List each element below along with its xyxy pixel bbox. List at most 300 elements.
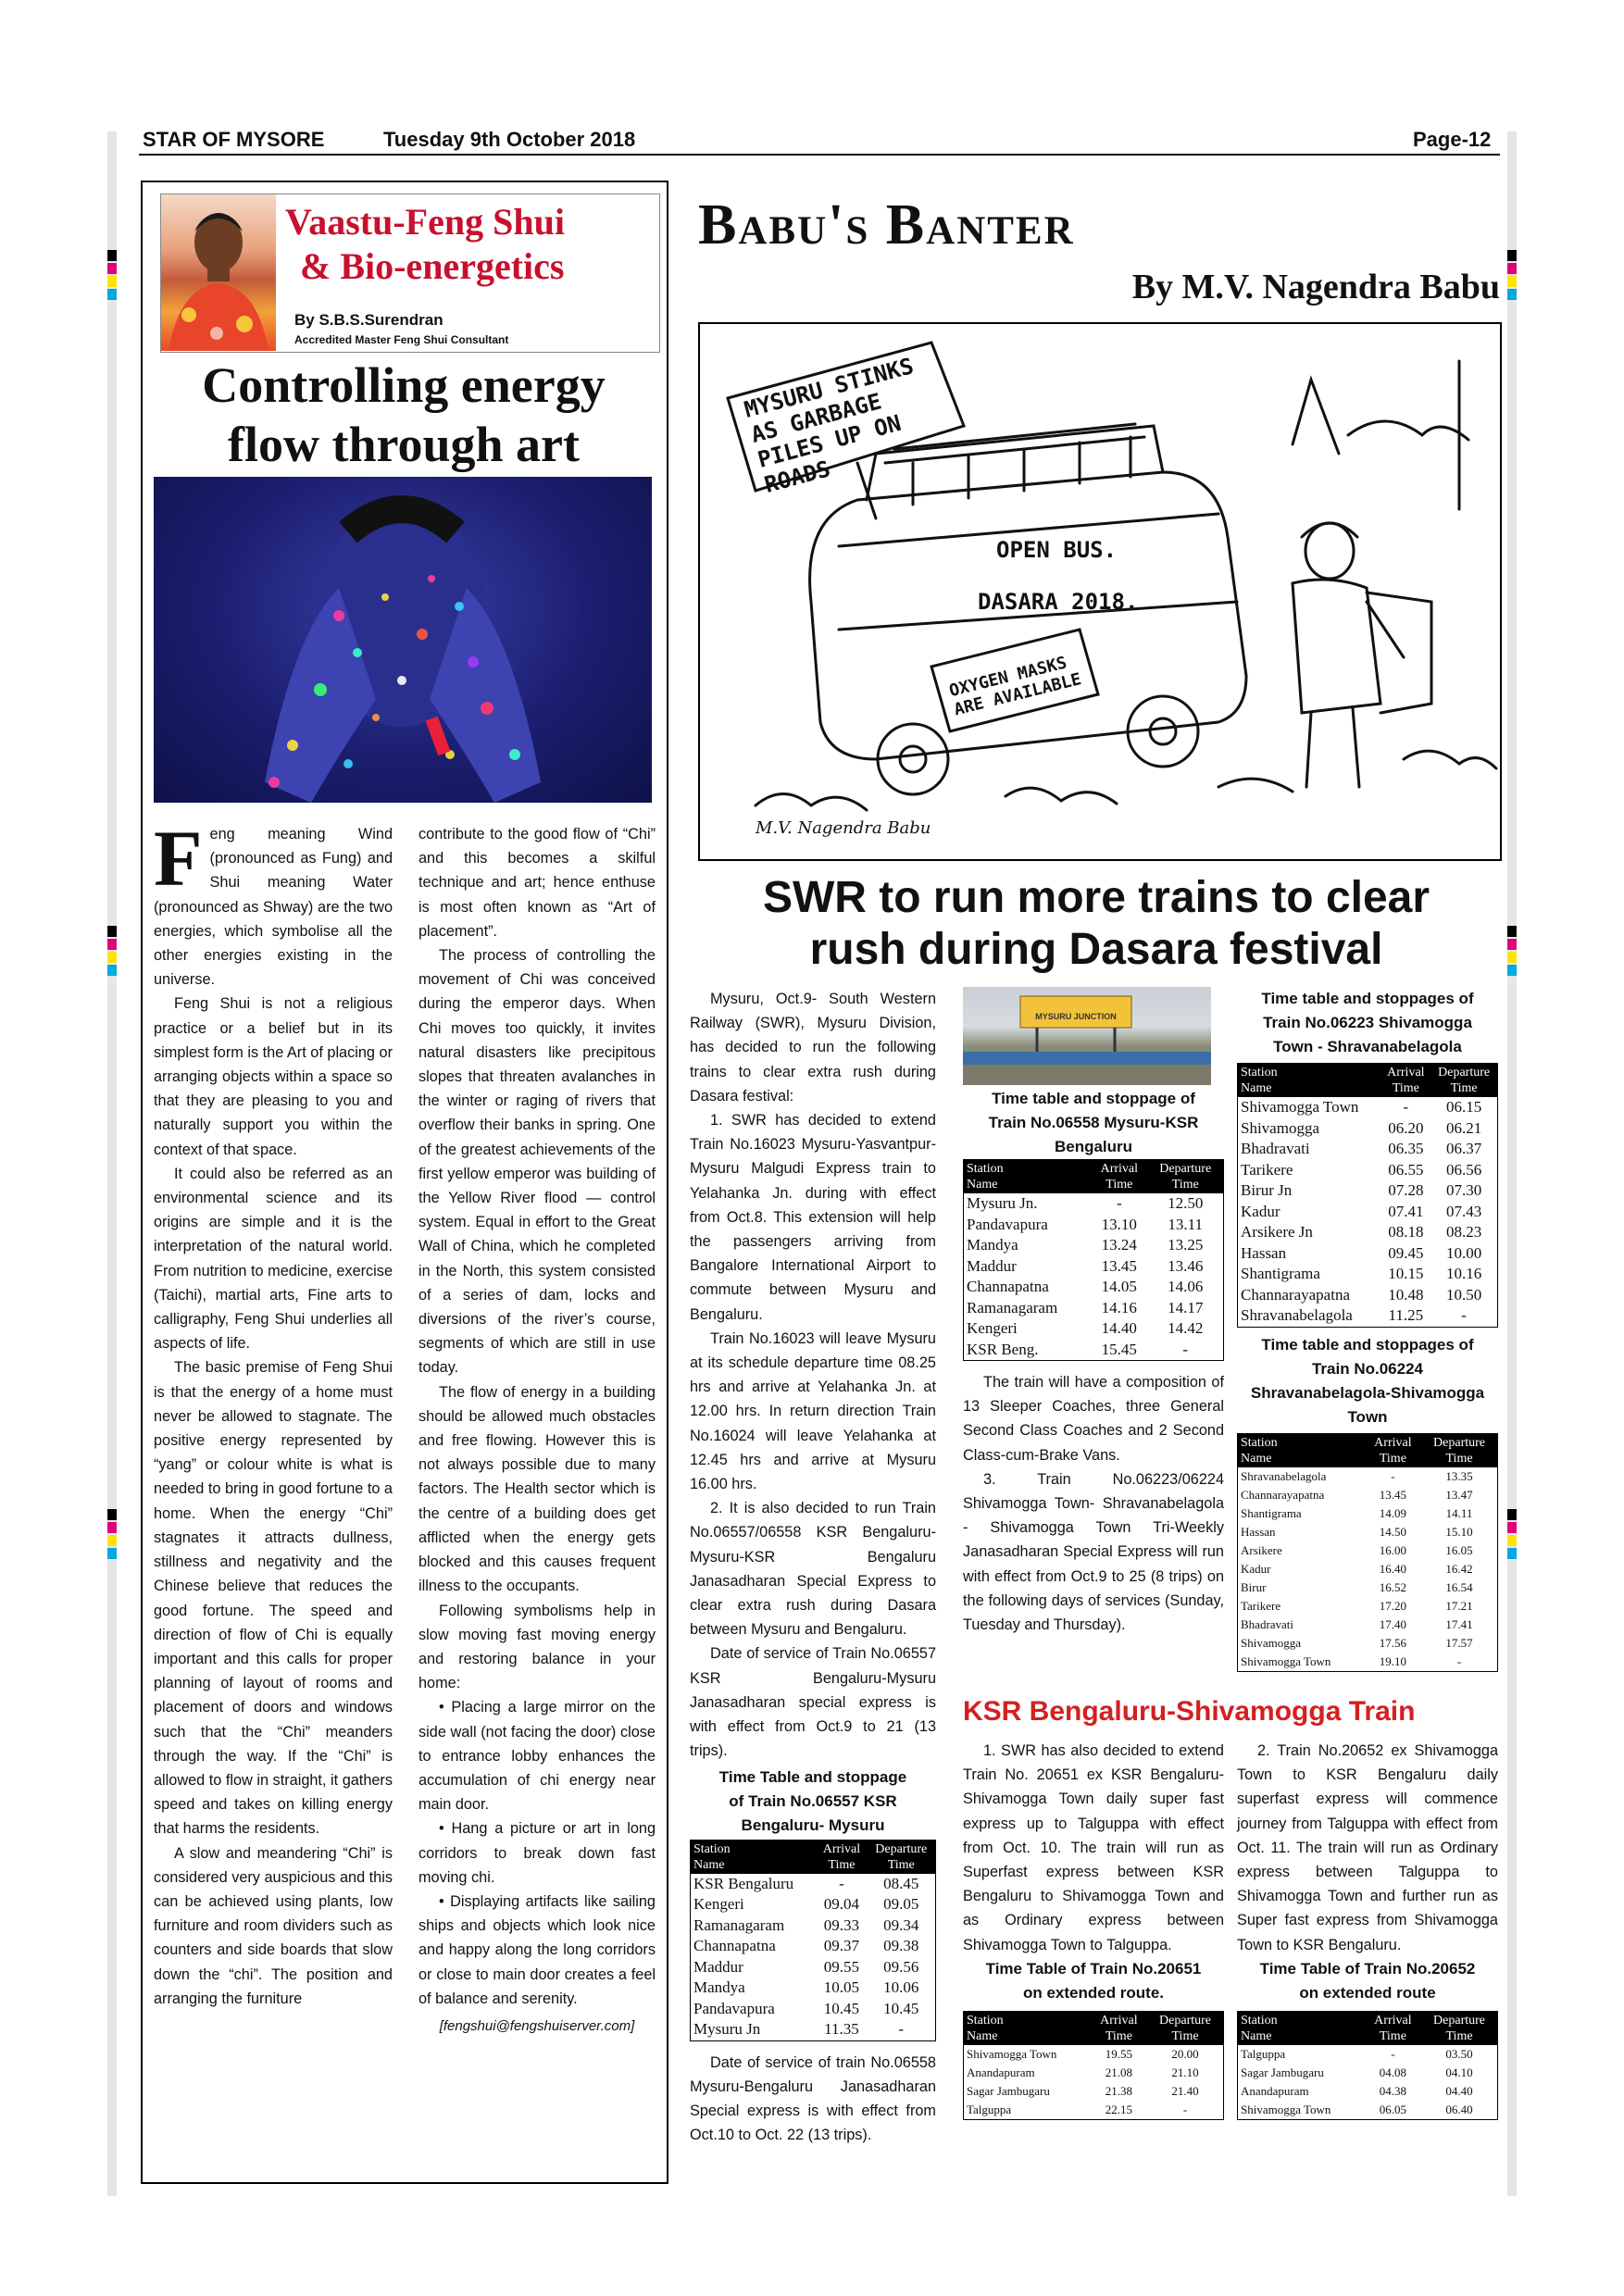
- table-row: [1238, 2064, 1497, 2082]
- arrival-cell: 11.35: [824, 2020, 859, 2038]
- columnist-credential: Accredited Master Feng Shui Consultant: [294, 333, 509, 346]
- arrival-cell: 15.45: [1101, 1340, 1137, 1358]
- station-cell: Channarayapatna: [1241, 1285, 1350, 1304]
- station-cell: Pandavapura: [967, 1215, 1048, 1233]
- columnist-banner: [160, 193, 660, 353]
- feng-col1-p1: eng meaning Wind (pronounced as Fung) and Shui meaning Water (pronounced as Shway) are the two energies, which symbolise all the other energies existing in the universe.: [154, 826, 393, 989]
- table-row: [1238, 2045, 1497, 2064]
- arrival-cell: 10.15: [1388, 1265, 1424, 1282]
- table-row: [691, 1936, 935, 1957]
- table-row: [964, 2064, 1223, 2082]
- registration-swatch: [107, 939, 117, 950]
- arrival-cell: 10.48: [1388, 1285, 1424, 1304]
- feng-col2-p4: Following symbolisms help in slow moving fast moving energy and restoring balance in your home:: [418, 1602, 656, 1692]
- station-cell: Arsikere Jn: [1241, 1223, 1313, 1241]
- feng-col2-p3: The flow of energy in a building should be allowed much obstacles and free flowing. However this is not always possible due to many factors. The Health sector which is the centre of a building does get afflicted when the energy gets blocked and this causes frequent illness to the occupants.: [418, 1383, 656, 1595]
- table-row: [1238, 1118, 1497, 1140]
- table-row: [1238, 1097, 1497, 1118]
- registration-swatch: [107, 1522, 117, 1533]
- station-cell: Channapatna: [967, 1278, 1049, 1295]
- departure-cell: 07.30: [1445, 1181, 1482, 1199]
- departure-cell: 14.11: [1445, 1505, 1473, 1520]
- table-row: [1238, 1560, 1497, 1578]
- arrival-cell: 06.35: [1388, 1140, 1424, 1157]
- arrival-cell: 09.37: [823, 1937, 860, 1954]
- table-header-cell: Departure Time: [1147, 1160, 1223, 1193]
- feng-col2-p5: • Placing a large mirror on the side wall (not facing the door) close to entrance lobby enhances the accumulation of chi energy near main door.: [418, 1699, 656, 1814]
- table-header-cell: Station Name: [1238, 1064, 1380, 1097]
- departure-cell: 09.05: [883, 1895, 919, 1913]
- swr-col2-p1: The train will have a composition of 13 Sleeper Coaches, three General Second Class Coaches and 2 Second Class-cum-Brake Vans.: [963, 1374, 1224, 1464]
- t20652-caption: Time Table of Train No.20652 on extended route: [1259, 1959, 1476, 2002]
- departure-cell: 03.50: [1445, 2046, 1473, 2061]
- table-row: [1238, 1264, 1497, 1285]
- arrival-cell: 13.45: [1379, 1487, 1407, 1502]
- station-cell: Shivamogga Town: [1241, 2102, 1331, 2116]
- departure-cell: 09.34: [883, 1915, 919, 1934]
- arrival-cell: 17.56: [1379, 1635, 1407, 1650]
- cartoon-placard-text: OXYGEN MASKS ARE AVAILABLE: [947, 653, 1084, 720]
- arrival-cell: 22.15: [1105, 2102, 1133, 2116]
- registration-swatch: [1507, 289, 1517, 300]
- station-cell: Sagar Jambugaru: [967, 2083, 1050, 2098]
- table-row: [1238, 2101, 1497, 2119]
- departure-cell: 06.15: [1445, 1098, 1482, 1116]
- cartoon: [698, 322, 1502, 861]
- table-row: [691, 1915, 935, 1937]
- departure-cell: 21.40: [1171, 2083, 1199, 2098]
- registration-swatch: [1507, 1535, 1517, 1546]
- arrival-cell: 19.55: [1105, 2046, 1133, 2061]
- registration-swatch: [1507, 926, 1517, 937]
- departure-cell: -: [1182, 2102, 1188, 2116]
- table-header-cell: Arrival Time: [1365, 1434, 1421, 1467]
- arrival-cell: 14.09: [1379, 1505, 1407, 1520]
- arrival-cell: 06.20: [1388, 1118, 1424, 1137]
- swr-col1: [690, 987, 936, 2147]
- arrival-cell: -: [1391, 1468, 1395, 1483]
- departure-cell: 10.45: [883, 1999, 919, 2017]
- table-header-cell: Arrival Time: [1365, 2012, 1421, 2045]
- station-cell: Shivamogga: [1241, 1118, 1319, 1137]
- feng-col2-p6: • Hang a picture or art in long corridors to break down fast moving chi.: [418, 1820, 656, 1886]
- arrival-cell: 08.18: [1388, 1223, 1424, 1241]
- departure-cell: 10.16: [1445, 1265, 1482, 1282]
- feng-col2-p1: contribute to the good flow of “Chi” and this becomes a skilful technique and art; hence enthuse is most often known as “Art of placement”.: [418, 826, 656, 940]
- station-cell: Ramanagaram: [693, 1915, 785, 1934]
- table-row: [1238, 2082, 1497, 2101]
- station-cell: Mandya: [693, 1978, 745, 1996]
- feng-col2: [418, 822, 656, 2039]
- registration-swatch: [1507, 952, 1517, 963]
- table-row: [691, 1894, 935, 1915]
- table-row: [1238, 1160, 1497, 1181]
- departure-cell: 17.57: [1445, 1635, 1473, 1650]
- table-header-cell: Arrival Time: [1380, 1064, 1430, 1097]
- departure-cell: 16.54: [1445, 1579, 1473, 1594]
- t06223-table: [1237, 1063, 1498, 1328]
- arrival-cell: 19.10: [1379, 1653, 1407, 1668]
- departure-cell: -: [1182, 1340, 1189, 1358]
- departure-cell: 06.21: [1445, 1118, 1482, 1137]
- station-cell: Arsikere: [1241, 1542, 1282, 1557]
- ksr-left: [963, 1739, 1224, 2120]
- departure-cell: 15.10: [1445, 1524, 1473, 1539]
- registration-swatch: [107, 952, 117, 963]
- table-row: [691, 1874, 935, 1895]
- arrival-cell: -: [1116, 1194, 1122, 1212]
- table-row: [1238, 1222, 1497, 1243]
- feng-email: [fengshui@fengshuiserver.com]: [439, 2017, 635, 2034]
- departure-cell: 14.06: [1168, 1278, 1204, 1295]
- station-cell: Shravanabelagola: [1241, 1468, 1327, 1483]
- station-cell: Shantigrama: [1241, 1265, 1320, 1282]
- feng-col1-p5: A slow and meandering “Chi” is considered very auspicious and this can be achieved using plants, low furniture and room dividers such as counters and side boards that slow down the “chi”. The position and arranging the furniture: [154, 1844, 393, 2007]
- page-number: Page-12: [1413, 128, 1492, 151]
- arrival-cell: 16.40: [1379, 1561, 1407, 1576]
- feng-col1: [154, 814, 393, 2011]
- t20652-table: [1237, 2011, 1498, 2120]
- table-row: [1238, 1578, 1497, 1597]
- junction-sign-text: MYSURU JUNCTION: [1035, 1012, 1117, 1021]
- registration-swatch: [107, 250, 117, 261]
- departure-cell: 13.47: [1445, 1487, 1473, 1502]
- registration-swatch: [107, 965, 117, 976]
- station-cell: Shivamogga Town: [1241, 1653, 1331, 1668]
- departure-cell: -: [898, 2020, 905, 2038]
- arrival-cell: 11.25: [1388, 1306, 1424, 1324]
- table-row: [964, 1256, 1223, 1278]
- station-cell: KSR Bengaluru: [693, 1874, 794, 1892]
- paper-name: STAR OF MYSORE: [143, 128, 325, 151]
- table-row: [1238, 1653, 1497, 1671]
- departure-cell: 04.40: [1445, 2083, 1473, 2098]
- departure-cell: 13.46: [1168, 1256, 1204, 1275]
- table-row: [1238, 1285, 1497, 1306]
- table-header-cell: Departure Time: [1421, 2012, 1497, 2045]
- station-cell: Tarikere: [1241, 1160, 1293, 1179]
- departure-cell: 20.00: [1171, 2046, 1199, 2061]
- arrival-cell: 09.45: [1388, 1243, 1424, 1262]
- t06558-caption: Time table and stoppage of Train No.06558 Mysuru-KSR Bengaluru: [988, 1090, 1199, 1155]
- station-cell: Maddur: [693, 1957, 743, 1976]
- station-cell: Shravanabelagola: [1241, 1306, 1353, 1324]
- arrival-cell: 13.45: [1101, 1256, 1137, 1275]
- junction-photo: [963, 987, 1211, 1085]
- swr-col1-p4: 2. It is also decided to run Train No.06557/06558 KSR Bengaluru-Mysuru-KSR Bengaluru Janasadharan Special Express to clear extra rush during Dasara between Mysuru and Bengaluru.: [690, 1500, 936, 1639]
- feng-col2-p7: • Displaying artifacts like sailing ships and objects which look nice and happy along the long corridors or close to main door creates a feel of balance and serenity.: [418, 1892, 656, 2007]
- departure-cell: -: [1456, 1653, 1462, 1668]
- table-header-cell: Departure Time: [1147, 2012, 1223, 2045]
- swr-headline-line2: rush during Dasara festival: [809, 925, 1383, 974]
- arrival-cell: 14.16: [1101, 1298, 1137, 1316]
- feng-headline-line2: flow through art: [227, 417, 580, 472]
- registration-swatch: [1507, 1522, 1517, 1533]
- table-row: [1238, 1616, 1497, 1634]
- arrival-cell: 17.40: [1379, 1616, 1407, 1631]
- table-header-row: [1238, 1064, 1497, 1097]
- arrival-cell: 06.05: [1379, 2102, 1407, 2116]
- ksr-left-text: 1. SWR has also decided to extend Train No. 20651 ex KSR Bengaluru-Shivamogga Town daily super fast express up to Talguppa with effect from Oct. 10. The train will run as Superfast express between KSR Bengaluru to Shivamogga Town and as Ordinary express between Shivamogga Town to Talguppa.: [963, 1742, 1224, 1953]
- departure-cell: -: [1461, 1306, 1467, 1324]
- station-cell: Sagar Jambugaru: [1241, 2065, 1324, 2079]
- cartoon-bus-label: OPEN BUS.: [996, 537, 1118, 563]
- station-cell: Birur Jn: [1241, 1181, 1293, 1199]
- table-row: [964, 1235, 1223, 1256]
- departure-cell: 10.06: [883, 1978, 919, 1996]
- table-header-row: [964, 1160, 1223, 1193]
- registration-swatch: [1507, 263, 1517, 274]
- station-cell: Shivamogga Town: [1241, 1098, 1359, 1116]
- table-row: [1238, 1541, 1497, 1560]
- swr-col2-p2: 3. Train No.06223/06224 Shivamogga Town- Shravanabelagola - Shivamogga Town Tri-Weekly Janasadharan Special Express will run with effect from Oct.9 to 25 (8 trips) on the following days of services (Sunday, Tuesday and Thursday).: [963, 1470, 1224, 1634]
- station-cell: Kadur: [1241, 1561, 1271, 1576]
- registration-swatch: [1507, 1509, 1517, 1520]
- feng-col1-p2: Feng Shui is not a religious practice or a belief but in its simplest form is the Art of placing or arranging objects within a space so that they are pleasing to you and naturally support you within the context of that space.: [154, 995, 393, 1158]
- departure-cell: 04.10: [1445, 2065, 1473, 2079]
- banner-title-line2: & Bio-energetics: [300, 245, 565, 287]
- table-row: [691, 1957, 935, 1978]
- registration-swatch: [1507, 965, 1517, 976]
- table-row: [1238, 1467, 1497, 1486]
- swr-headline-line1: SWR to run more trains to clear: [762, 873, 1430, 922]
- registration-strip-right: [1507, 131, 1517, 2196]
- departure-cell: 16.42: [1445, 1561, 1473, 1576]
- table-header-cell: Station Name: [1238, 1434, 1365, 1467]
- swr-headline: [689, 872, 1504, 976]
- swr-col1-p1: Mysuru, Oct.9- South Western Railway (SWR), Mysuru Division, has decided to run the following trains to clear extra rush during Dasara festival:: [690, 991, 936, 1104]
- departure-cell: 17.21: [1445, 1598, 1473, 1613]
- station-cell: Talguppa: [967, 2102, 1012, 2116]
- feng-col1-p3: It could also be referred as an environmental science and its origins are simple and it is the interpretation of the natural world. From nutrition to medicine, exercise (Taichi), martial arts, Fine arts to calligraphy, Feng Shui underlies all aspects of life.: [154, 1165, 393, 1353]
- arrival-cell: 10.45: [823, 1999, 860, 2017]
- departure-cell: 08.45: [883, 1874, 919, 1892]
- table-row: [964, 2045, 1223, 2064]
- ksr-right: [1237, 1739, 1498, 2120]
- departure-cell: 07.43: [1445, 1202, 1482, 1220]
- registration-swatch: [1507, 939, 1517, 950]
- table-header-cell: Arrival Time: [1091, 1160, 1147, 1193]
- feng-headline-line1: Controlling energy: [202, 357, 606, 413]
- cartoon-bus-label-2: DASARA 2018.: [978, 589, 1139, 615]
- t20651-caption: Time Table of Train No.20651 on extended route.: [985, 1959, 1202, 2002]
- table-header-cell: Station Name: [1238, 2012, 1365, 2045]
- table-row: [964, 1318, 1223, 1340]
- feng-headline: [144, 356, 663, 474]
- feng-col2-p2: The process of controlling the movement of Chi was conceived during the emperor days. When Chi moves too quickly, it invites natural disasters like precipitous slopes that threaten avalanches in the winter or raging of rivers that overflow their banks in spring. One of the greatest achievements of the first yellow emperor was building of the Yellow River flood — control system. Equal in effort to the Great Wall of China, which he completed in the North, this system consisted of a series of dam, locks and diversions of the river’s course, segments of which are still in use today.: [418, 947, 656, 1377]
- arrival-cell: -: [1391, 2046, 1395, 2061]
- departure-cell: 13.11: [1168, 1215, 1203, 1233]
- swr-col2: [963, 1087, 1224, 1637]
- registration-swatch: [107, 289, 117, 300]
- table-row: [1238, 1305, 1497, 1327]
- station-cell: Birur: [1241, 1579, 1267, 1594]
- station-cell: Hassan: [1241, 1243, 1287, 1262]
- table-row: [964, 1298, 1223, 1319]
- departure-cell: 08.23: [1445, 1223, 1482, 1241]
- departure-cell: 06.56: [1445, 1160, 1482, 1179]
- station-cell: Anandapuram: [1241, 2083, 1309, 2098]
- arrival-cell: 14.40: [1101, 1319, 1137, 1337]
- station-cell: Channapatna: [693, 1937, 776, 1954]
- arrival-cell: 14.05: [1101, 1278, 1137, 1295]
- columnist-byline: By S.B.S.Surendran: [294, 311, 443, 329]
- station-cell: Anandapuram: [967, 2065, 1035, 2079]
- arrival-cell: 07.28: [1388, 1181, 1424, 1199]
- registration-swatch: [1507, 250, 1517, 261]
- t06224-caption: Time table and stoppages of Train No.06224 Shravanabelagola-Shivamogga Town: [1250, 1335, 1485, 1426]
- registration-swatch: [107, 926, 117, 937]
- departure-cell: 06.37: [1445, 1140, 1482, 1157]
- arrival-cell: 06.55: [1388, 1160, 1424, 1179]
- arrival-cell: 21.38: [1105, 2083, 1133, 2098]
- table-row: [964, 1277, 1223, 1298]
- departure-cell: 21.10: [1171, 2065, 1199, 2079]
- departure-cell: 14.17: [1168, 1298, 1204, 1316]
- table-header-row: [1238, 1434, 1497, 1467]
- t06557-caption: Time Table and stoppage of Train No.06557 KSR Bengaluru- Mysuru: [718, 1767, 907, 1834]
- departure-cell: 13.35: [1445, 1468, 1473, 1483]
- table-row: [1238, 1202, 1497, 1223]
- departure-cell: 16.05: [1445, 1542, 1473, 1557]
- t06223-caption: Time table and stoppages of Train No.06223 Shivamogga Town - Shravanabelagola: [1261, 990, 1474, 1055]
- arrival-cell: 14.50: [1379, 1524, 1407, 1539]
- cartoon-signature: M.V. Nagendra Babu: [756, 818, 931, 838]
- departure-cell: 10.00: [1445, 1243, 1482, 1262]
- station-cell: Bhadravati: [1241, 1140, 1310, 1157]
- t20651-table: [963, 2011, 1224, 2120]
- arrival-cell: 16.00: [1379, 1542, 1407, 1557]
- station-cell: Talguppa: [1241, 2046, 1286, 2061]
- arrival-cell: 17.20: [1379, 1598, 1407, 1613]
- issue-date: Tuesday 9th October 2018: [383, 128, 636, 151]
- table-row: [964, 2101, 1223, 2119]
- table-row: [964, 2082, 1223, 2101]
- ksr-right-text: 2. Train No.20652 ex Shivamogga Town to KSR Bengaluru daily superfast express will commence journey from Talguppa with effect from Oct. 11. The train will run as Ordinary express between Talguppa to Shivamogga Town and further run as Super fast express from Shivamogga Town to KSR Bengaluru.: [1237, 1742, 1498, 1953]
- table-header-row: [1238, 2012, 1497, 2045]
- station-cell: Shivamogga Town: [967, 2046, 1057, 2061]
- arrival-cell: 04.08: [1379, 2065, 1407, 2079]
- swr-col1-tail: Date of service of train No.06558 Mysuru-Bengaluru Janasadharan Special express is with effect from Oct.10 to Oct. 22 (13 trips).: [690, 2053, 936, 2144]
- arrival-cell: 13.24: [1101, 1236, 1137, 1254]
- departure-cell: 06.40: [1445, 2102, 1473, 2116]
- table-row: [1238, 1180, 1497, 1202]
- table-row: [964, 1340, 1223, 1361]
- arrival-cell: 04.38: [1379, 2083, 1407, 2098]
- departure-cell: 17.41: [1445, 1616, 1473, 1631]
- banter-byline: By M.V. Nagendra Babu: [1131, 268, 1500, 306]
- t06557-table: [690, 1840, 936, 2041]
- registration-swatch: [107, 276, 117, 287]
- arrival-cell: 09.55: [823, 1957, 860, 1976]
- table-row: [691, 1978, 935, 1999]
- ksr-headline: KSR Bengaluru-Shivamogga Train: [963, 1696, 1416, 1727]
- station-cell: Kadur: [1241, 1202, 1280, 1220]
- table-row: [964, 1215, 1223, 1236]
- arrival-cell: -: [1403, 1098, 1409, 1116]
- station-cell: Kengeri: [693, 1895, 744, 1913]
- swr-col1-p2: 1. SWR has decided to extend Train No.16023 Mysuru-Yasvantpur-Mysuru Malgudi Express train to Yelahanka Jn. during with effect from Oct.8. This extension will help the passengers arriving from Bangalore International Airport to commute between Mysuru and Bengaluru.: [690, 1112, 936, 1323]
- station-cell: Tarikere: [1241, 1598, 1281, 1613]
- registration-swatch: [107, 263, 117, 274]
- table-header-row: [964, 2012, 1223, 2045]
- banner-title-line1: Vaastu-Feng Shui: [285, 201, 565, 243]
- station-cell: KSR Beng.: [967, 1340, 1039, 1358]
- departure-cell: 12.50: [1168, 1194, 1204, 1212]
- table-row: [964, 1193, 1223, 1215]
- table-header-cell: Station Name: [691, 1841, 816, 1874]
- swr-col1-p5: Date of service of Train No.06557 KSR Bengaluru-Mysuru Janasadharan special express is with effect from Oct.9 to 21 (13 trips).: [690, 1645, 936, 1760]
- table-row: [1238, 1597, 1497, 1616]
- station-cell: Hassan: [1241, 1524, 1276, 1539]
- t06558-table: [963, 1159, 1224, 1361]
- arrival-cell: 13.10: [1101, 1215, 1137, 1233]
- station-cell: Mysuru Jn.: [967, 1194, 1038, 1212]
- table-row: [1238, 1634, 1497, 1653]
- table-row: [691, 2019, 935, 2040]
- arrival-cell: -: [839, 1874, 844, 1892]
- departure-cell: 10.50: [1445, 1285, 1482, 1304]
- station-cell: Ramanagaram: [967, 1298, 1058, 1316]
- table-header-cell: Station Name: [964, 1160, 1091, 1193]
- feng-col1-p4: The basic premise of Feng Shui is that the energy of a home must never be allowed to stagnate. The positive energy represented by “yang” or colour white is what is needed to bring in good fortune to a home. When the energy “Chi” stagnates it attracts dullness, stillness and negativity and the Chinese believe that reduces the good fortune. The speed and direction of flow of Chi is equally important and this calls for proper planning of layout of rooms and placement of doors and windows such that the “Chi” meanders through the way. If the “Chi” is allowed to flow in straight, it gathers speed and takes on killing energy that harms the residents.: [154, 1359, 393, 1838]
- table-header-cell: Station Name: [964, 2012, 1091, 2045]
- station-cell: Mysuru Jn: [693, 2020, 761, 2038]
- departure-cell: 09.38: [883, 1937, 919, 1954]
- registration-swatch: [1507, 1548, 1517, 1559]
- station-cell: Shantigrama: [1241, 1505, 1302, 1520]
- arrival-cell: 10.05: [823, 1978, 860, 1996]
- registration-swatch: [107, 1548, 117, 1559]
- columnist-photo: [161, 194, 276, 351]
- swr-col1-p3: Train No.16023 will leave Mysuru at its schedule departure time 08.25 hrs and arrive at Yelahanka Jn. at 12.00 hrs. In return direction Train No.16024 will leave Yelahanka at 12.45 hrs and arrive at Mysuru 16.00 hrs.: [690, 1329, 936, 1493]
- table-header-cell: Arrival Time: [816, 1841, 867, 1874]
- arrival-cell: 07.41: [1388, 1202, 1424, 1220]
- cartoon-sign-text: MYSURU STINKS AS GARBAGE PILES UP ON ROADS: [741, 353, 917, 498]
- t06224-table: [1237, 1433, 1498, 1672]
- registration-swatch: [107, 1535, 117, 1546]
- header-rule: [139, 154, 1500, 156]
- banter-title: Babu's Banter: [698, 193, 1075, 256]
- swr-col3: [1237, 987, 1498, 1672]
- feng-art-photo: [154, 477, 652, 803]
- table-header-cell: Departure Time: [867, 1841, 935, 1874]
- departure-cell: 09.56: [883, 1957, 919, 1976]
- table-header-cell: Arrival Time: [1091, 2012, 1147, 2045]
- station-cell: Maddur: [967, 1256, 1017, 1275]
- table-header-cell: Departure Time: [1430, 1064, 1497, 1097]
- table-row: [1238, 1486, 1497, 1504]
- arrival-cell: 21.08: [1105, 2065, 1133, 2079]
- station-cell: Mandya: [967, 1236, 1018, 1254]
- registration-swatch: [107, 1509, 117, 1520]
- station-cell: Pandavapura: [693, 1999, 775, 2017]
- table-row: [1238, 1504, 1497, 1523]
- table-row: [1238, 1243, 1497, 1265]
- table-header-cell: Departure Time: [1421, 1434, 1497, 1467]
- station-cell: Bhadravati: [1241, 1616, 1294, 1631]
- table-row: [691, 1999, 935, 2020]
- arrival-cell: 16.52: [1379, 1579, 1407, 1594]
- station-cell: Channarayapatna: [1241, 1487, 1325, 1502]
- table-row: [1238, 1523, 1497, 1541]
- station-cell: Kengeri: [967, 1319, 1018, 1337]
- table-row: [1238, 1139, 1497, 1160]
- arrival-cell: 09.04: [823, 1895, 860, 1913]
- registration-strip-left: [107, 131, 117, 2196]
- arrival-cell: 09.33: [823, 1915, 860, 1934]
- departure-cell: 14.42: [1168, 1319, 1204, 1337]
